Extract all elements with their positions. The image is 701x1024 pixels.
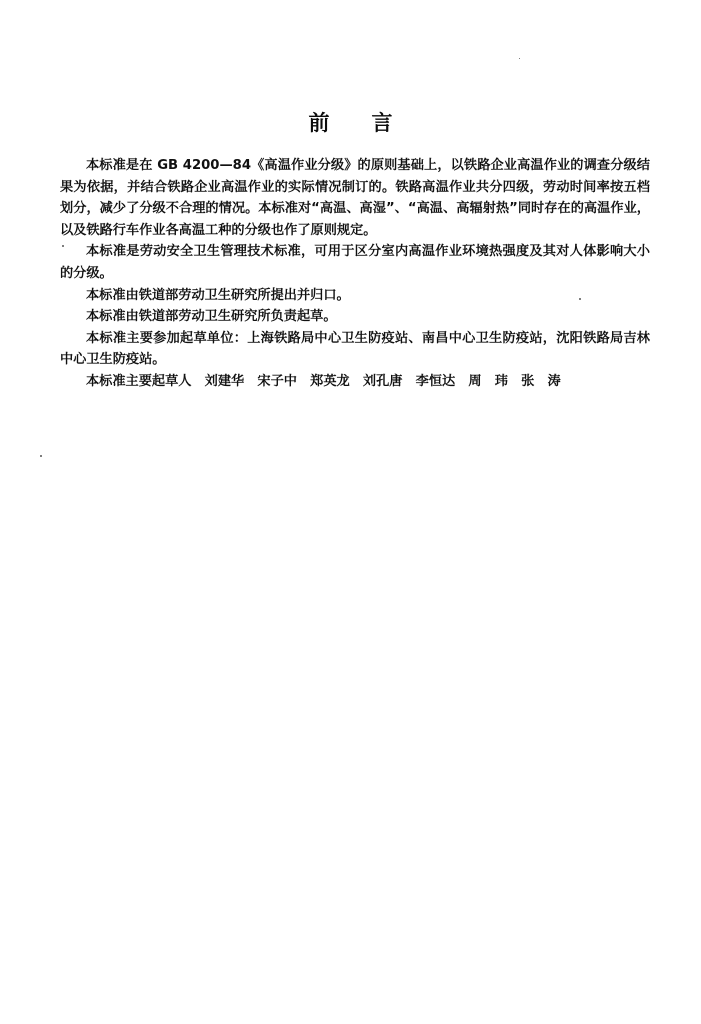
- paragraph-scope: 本标准是劳动安全卫生管理技术标准，可用于区分室内高温作业环境热强度及其对人体影响大小的分级。: [60, 244, 650, 281]
- scan-speck: [62, 245, 64, 247]
- paragraph-drafter: 本标准由铁道部劳动卫生研究所负责起草。: [86, 309, 337, 325]
- foreword-body: [60, 155, 650, 393]
- paragraph-main-drafters: 本标准主要起草人 刘建华 宋子中 郑英龙 刘孔唐 李恒达 周 玮 张 涛: [86, 373, 561, 389]
- scan-speck: [579, 298, 581, 300]
- paragraph-proposer: 本标准由铁道部劳动卫生研究所提出并归口。: [86, 287, 350, 303]
- scan-speck: [519, 58, 520, 59]
- scan-speck: [40, 455, 42, 457]
- paragraph-participating-units: 本标准主要参加起草单位：上海铁路局中心卫生防疫站、南昌中心卫生防疫站，沈阳铁路局吉林中心卫生防疫站。: [60, 330, 650, 368]
- page-title: 前言: [308, 111, 435, 135]
- paragraph-basis: 本标准是在 GB 4200—84《高温作业分级》的原则基础上，以铁路企业高温作业的调查分级结果为依据，并结合铁路企业高温作业的实际情况制订的。铁路高温作业共分四级，劳动时间率按五档划分，减少了分级不合理的情况。本标准对“高温、高湿”、“高温、高辐射热”同时存在的高温作业，以及铁路行车作业各高温工种的分级也作了原则规定。: [60, 158, 650, 238]
